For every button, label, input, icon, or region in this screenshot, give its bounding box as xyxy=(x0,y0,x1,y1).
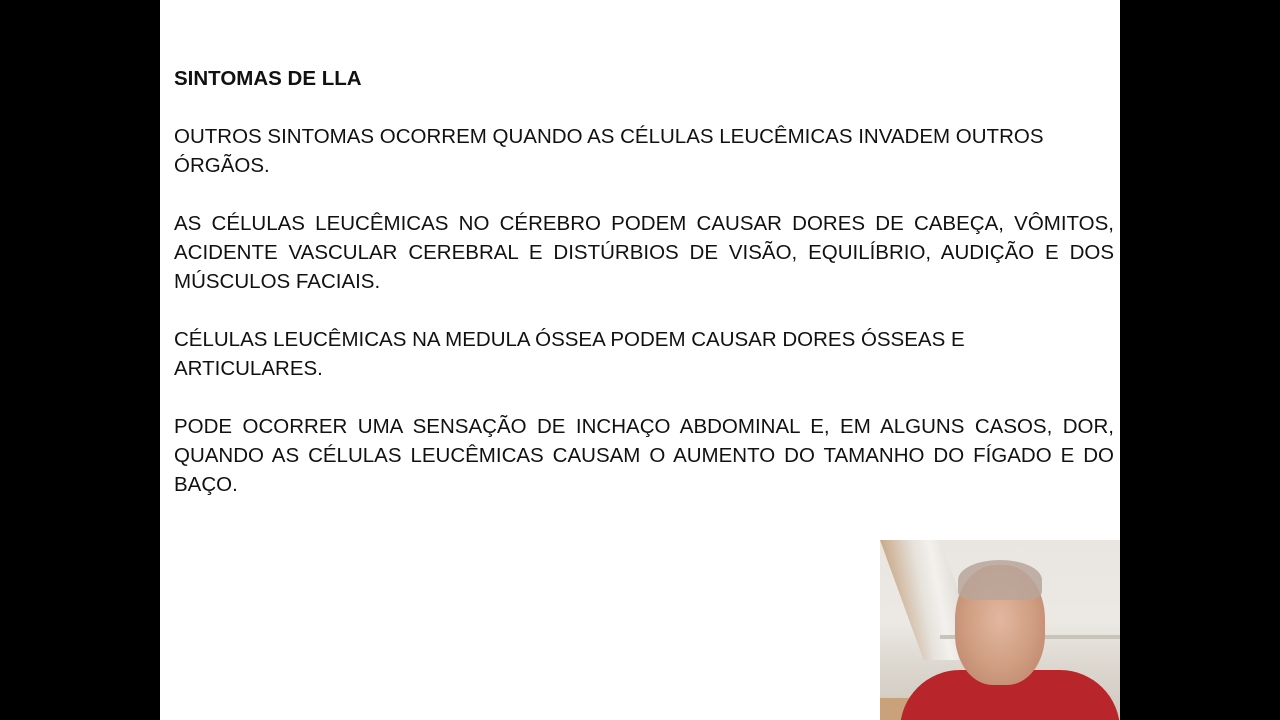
slide-paragraph-3: CÉLULAS LEUCÊMICAS NA MEDULA ÓSSEA PODEM CAUSAR DORES ÓSSEAS E ARTICULARES. xyxy=(174,328,965,380)
slide-paragraph-1: OUTROS SINTOMAS OCORREM QUANDO AS CÉLULAS LEUCÊMICAS INVADEM OUTROS ÓRGÃOS. xyxy=(174,125,1044,177)
presenter-webcam xyxy=(880,540,1120,720)
presenter-hair xyxy=(958,560,1042,600)
slide-title: SINTOMAS DE LLA xyxy=(174,67,362,90)
slide-content xyxy=(174,64,1114,499)
slide-paragraph-2: AS CÉLULAS LEUCÊMICAS NO CÉREBRO PODEM CAUSAR DORES DE CABEÇA, VÔMITOS, ACIDENTE VASCULAR CEREBRAL E DISTÚRBIOS DE VISÃO, EQUILÍBRIO, AUDIÇÃO E DOS MÚSCULOS FACIAIS. xyxy=(174,212,1114,293)
slide-paragraph-4: PODE OCORRER UMA SENSAÇÃO DE INCHAÇO ABDOMINAL E, EM ALGUNS CASOS, DOR, QUANDO AS CÉLULAS LEUCÊMICAS CAUSAM O AUMENTO DO TAMANHO DO FÍGADO E DO BAÇO. xyxy=(174,415,1114,496)
